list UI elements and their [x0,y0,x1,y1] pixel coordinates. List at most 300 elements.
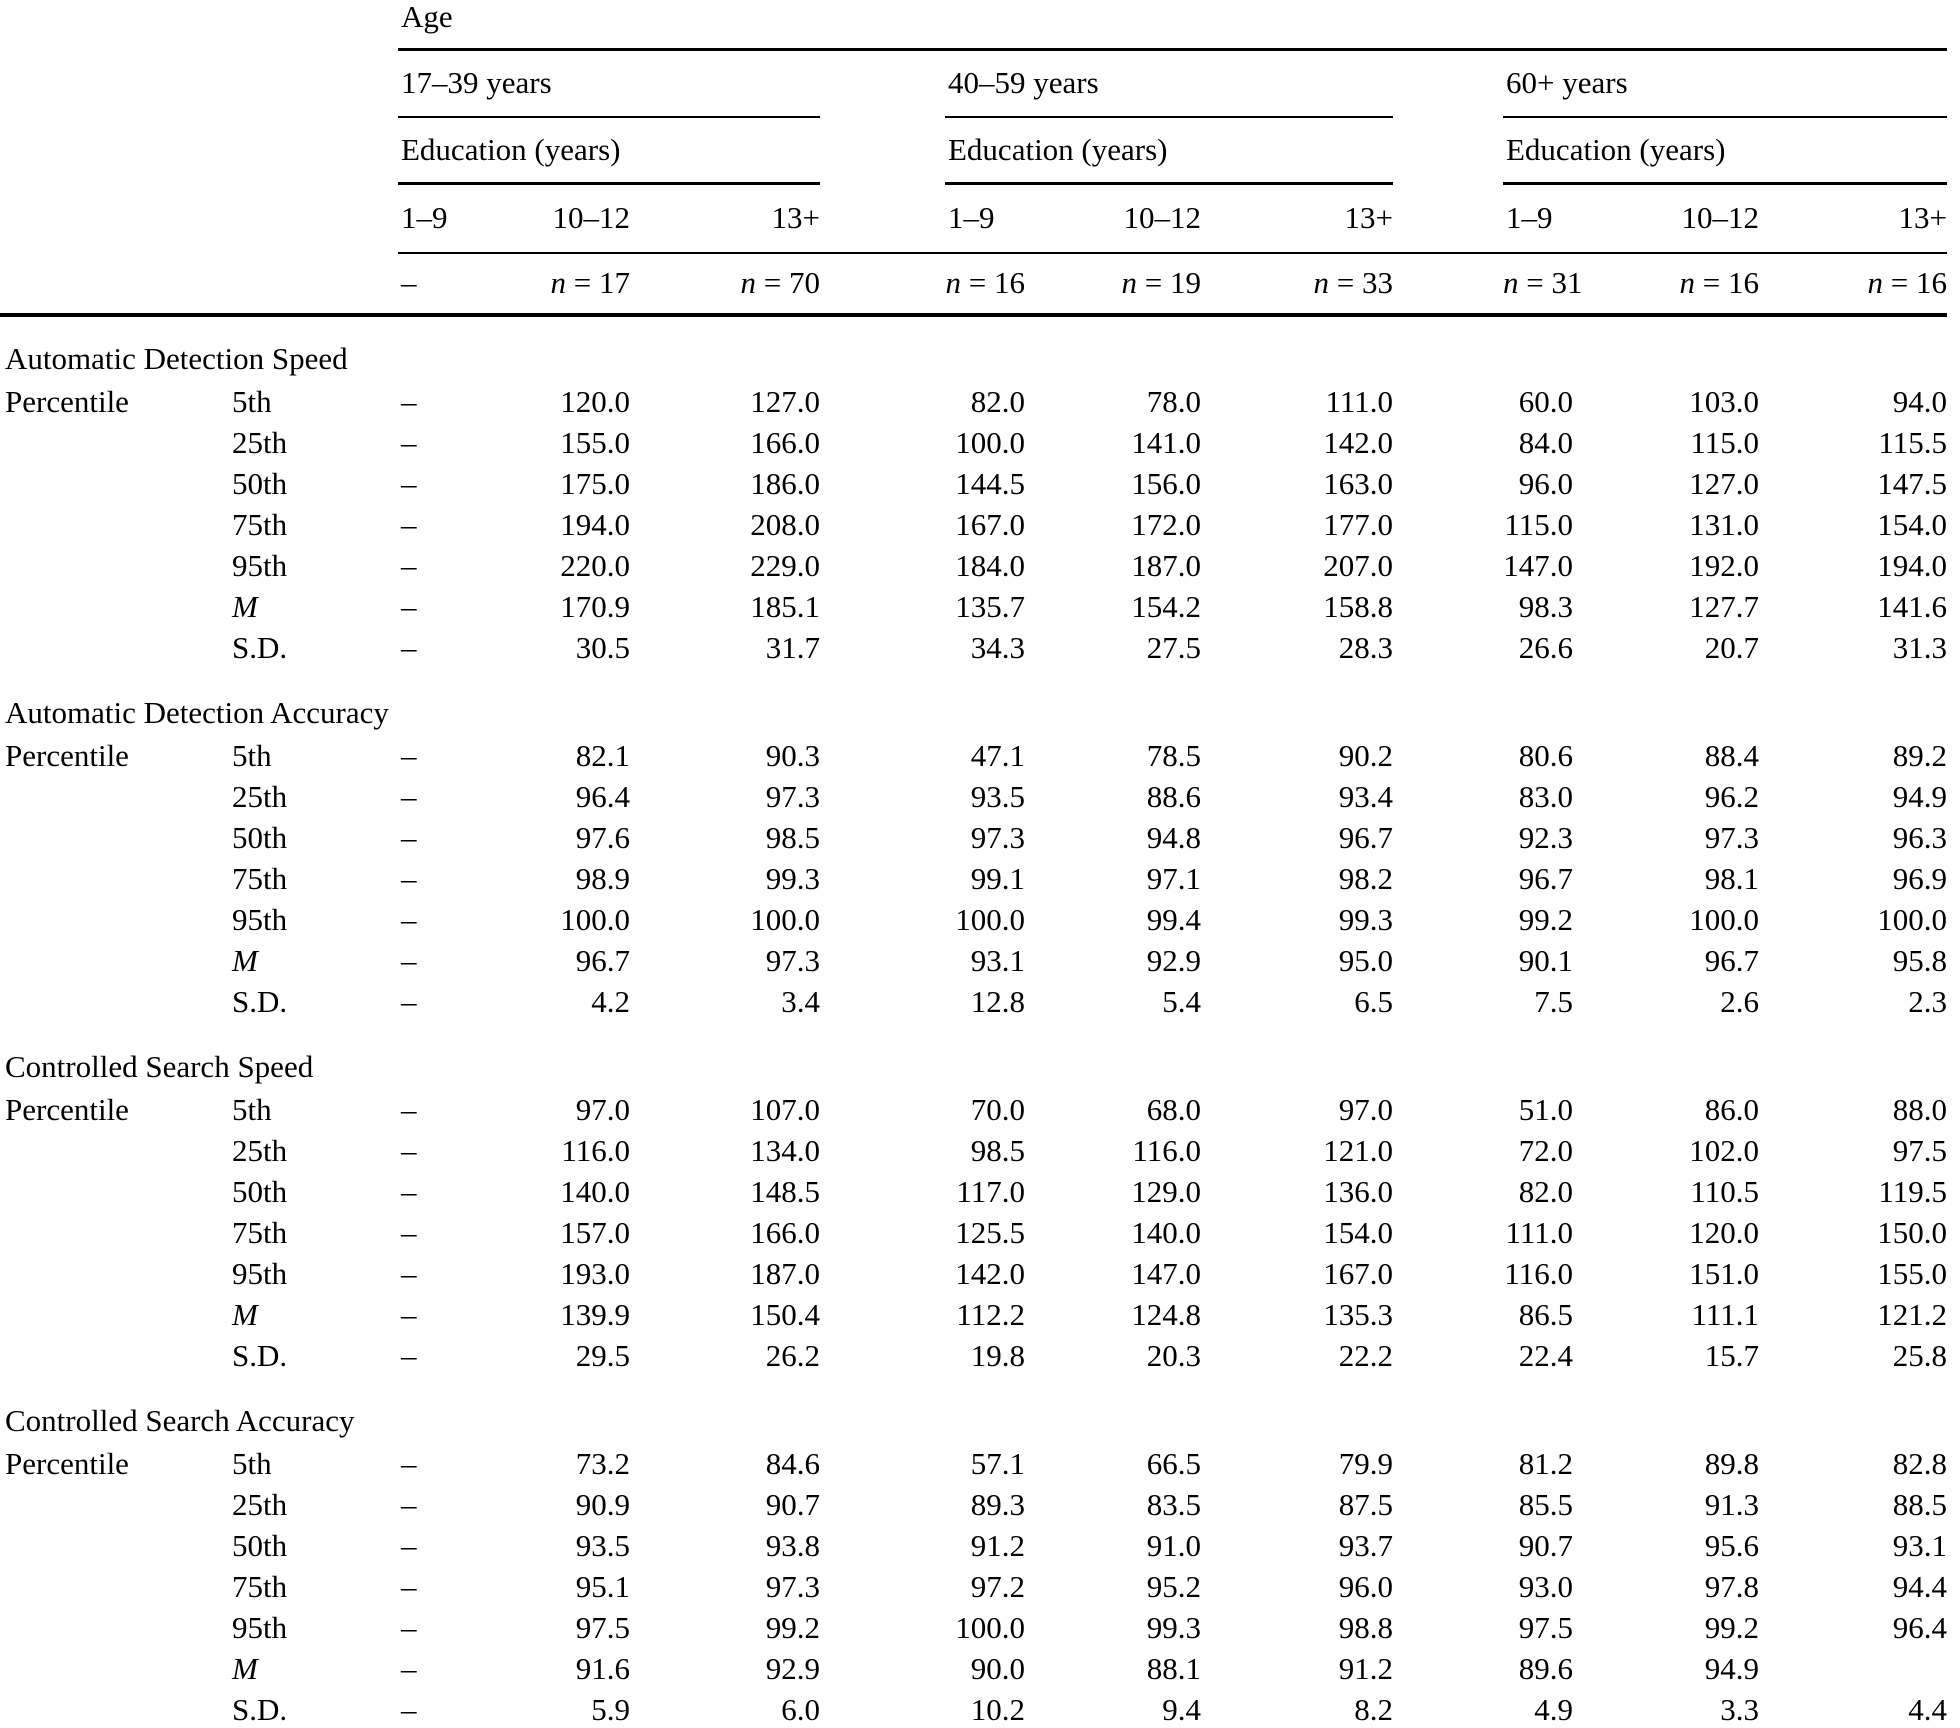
table-row [0,1485,1947,1526]
spacer [1393,982,1503,1023]
percentile-stub [0,505,232,546]
data-cell: 10.2 [970,1692,1025,1728]
spacer [820,628,945,669]
data-cell: 31.7 [765,630,820,666]
spacer [820,941,945,982]
data-cell: 100.0 [1689,902,1759,938]
spacer [1393,1649,1503,1690]
percentile-stub [0,1485,232,1526]
spacer [0,0,398,49]
table-row [0,1213,1947,1254]
data-cell: 88.4 [1704,738,1759,774]
percentile-stub [0,1526,232,1567]
percentile-stub [0,1131,232,1172]
data-cell: 82.1 [575,738,630,774]
data-cell: 82.0 [1518,1174,1573,1210]
data-cell: 97.1 [1146,861,1201,897]
col-header-13plus: 13+ [630,183,820,253]
data-cell: 127.7 [1689,589,1759,625]
data-cell: 47.1 [970,738,1025,774]
col-header-1-9: 1–9 [1503,183,1573,253]
row-label: 75th [232,1569,288,1605]
percentile-stub [0,1336,232,1377]
table-row [0,1131,1947,1172]
data-cell: 97.8 [1704,1569,1759,1605]
data-cell: 91.2 [1338,1651,1393,1687]
data-cell: 172.0 [1131,507,1201,543]
data-cell: 96.4 [575,779,630,815]
data-cell: 97.0 [1338,1092,1393,1128]
data-cell: 127.0 [1689,466,1759,502]
spacer [820,117,945,183]
col-header-1-9: 1–9 [398,183,540,253]
spacer [820,1295,945,1336]
spacer [1393,464,1503,505]
data-cell: – [401,943,417,979]
age-group-row [0,49,1947,117]
data-cell: 99.2 [1518,902,1573,938]
mean-symbol: M [232,589,258,625]
row-label: 50th [232,1174,288,1210]
data-cell: 26.2 [765,1338,820,1374]
table-row [0,1526,1947,1567]
data-cell: 139.9 [560,1297,630,1333]
table-row [0,1649,1947,1690]
data-cell: 136.0 [1323,1174,1393,1210]
table-row [0,900,1947,941]
data-cell: 5.4 [1162,984,1201,1020]
percentile-stub [0,818,232,859]
spacer [1393,587,1503,628]
spacer [1393,1690,1503,1728]
data-cell: 90.1 [1518,943,1573,979]
sample-size-value: n = 19 [1025,253,1201,315]
spacer [1393,505,1503,546]
spacer [820,1090,945,1131]
data-cell: 99.1 [970,861,1025,897]
spacer [1393,1131,1503,1172]
row-label: 50th [232,820,288,856]
data-cell: 100.0 [955,425,1025,461]
data-cell: 94.4 [1892,1569,1947,1605]
data-cell: – [401,1692,417,1728]
spacer [820,49,945,117]
data-cell: 100.0 [750,902,820,938]
data-cell: 4.2 [591,984,630,1020]
data-cell: 103.0 [1689,384,1759,420]
data-cell: 51.0 [1518,1092,1573,1128]
data-cell: 147.5 [1877,466,1947,502]
data-cell: 97.5 [1892,1133,1947,1169]
row-label: 50th [232,466,288,502]
data-cell: – [401,1651,417,1687]
data-cell: – [401,425,417,461]
percentile-stub [0,423,232,464]
percentile-stub [0,1254,232,1295]
row-label: S.D. [232,1692,288,1728]
data-cell: 127.0 [750,384,820,420]
table-row [0,1295,1947,1336]
spacer [820,1608,945,1649]
data-cell: 111.0 [1325,384,1393,420]
data-cell: 81.2 [1518,1446,1573,1482]
education-header-row [0,117,1947,183]
percentile-stub [0,546,232,587]
data-cell: 94.9 [1704,1651,1759,1687]
data-cell: 98.9 [575,861,630,897]
data-cell: 82.8 [1892,1446,1947,1482]
table-row [0,1090,1947,1131]
spacer [820,546,945,587]
data-cell: 22.2 [1338,1338,1393,1374]
data-cell: 131.0 [1689,507,1759,543]
data-cell: 111.0 [1505,1215,1573,1251]
data-cell: 144.5 [955,466,1025,502]
spacer [1393,1485,1503,1526]
n-symbol: n [740,265,757,301]
sample-size-row [0,253,1947,315]
data-cell: – [401,779,417,815]
percentile-stub [0,777,232,818]
data-cell: 99.3 [1146,1610,1201,1646]
data-cell: 170.9 [560,589,630,625]
percentile-stub [0,1608,232,1649]
table-row [0,859,1947,900]
data-cell: 93.1 [970,943,1025,979]
percentile-stub [0,941,232,982]
data-cell: 229.0 [750,548,820,584]
row-label [232,1649,398,1690]
data-cell: 98.8 [1338,1610,1393,1646]
section-title: Automatic Detection Accuracy [5,694,389,730]
data-cell: 93.4 [1338,779,1393,815]
data-cell: 100.0 [1877,902,1947,938]
data-cell: 167.0 [955,507,1025,543]
data-cell: 141.0 [1131,425,1201,461]
section-title: Automatic Detection Speed [5,340,348,376]
spacer [1393,183,1503,253]
row-label: 95th [232,1610,288,1646]
data-cell: 95.6 [1704,1528,1759,1564]
data-cell: 115.0 [1690,425,1759,461]
data-cell: 27.5 [1146,630,1201,666]
data-cell: 142.0 [1323,425,1393,461]
table-row [0,1690,1947,1728]
data-cell: 100.0 [955,902,1025,938]
sample-size-value: n = 16 [1573,253,1759,315]
age-group-17-39: 17–39 years [398,49,820,117]
data-cell: – [401,589,417,625]
data-cell: 97.2 [970,1569,1025,1605]
data-cell: 90.0 [970,1651,1025,1687]
data-cell: 99.2 [765,1610,820,1646]
data-cell: 96.9 [1892,861,1947,897]
data-cell: – [401,1215,417,1251]
data-cell: 29.5 [575,1338,630,1374]
data-cell: 187.0 [1131,548,1201,584]
data-cell: 91.3 [1704,1487,1759,1523]
spacer [820,253,945,315]
data-cell: 88.1 [1146,1651,1201,1687]
spacer [820,900,945,941]
sample-size-value: n = 33 [1201,253,1393,315]
spacer [820,777,945,818]
data-cell: 80.6 [1518,738,1573,774]
data-cell: 98.5 [765,820,820,856]
data-cell: 96.4 [1892,1610,1947,1646]
data-cell: 135.3 [1323,1297,1393,1333]
data-cell: 96.7 [1338,820,1393,856]
data-cell: 92.9 [1146,943,1201,979]
data-cell: 134.0 [750,1133,820,1169]
data-cell: 125.5 [955,1215,1025,1251]
data-cell: 184.0 [955,548,1025,584]
data-cell: 166.0 [750,425,820,461]
data-cell: 98.2 [1338,861,1393,897]
data-cell: 78.0 [1146,384,1201,420]
spacer [1393,818,1503,859]
data-cell: 140.0 [560,1174,630,1210]
data-cell: 93.5 [575,1528,630,1564]
data-cell: 79.9 [1338,1446,1393,1482]
data-cell: 57.1 [970,1446,1025,1482]
table-row [0,1336,1947,1377]
data-cell: 187.0 [750,1256,820,1292]
percentile-stub: Percentile [5,1092,129,1128]
data-cell: 99.4 [1146,902,1201,938]
data-cell: 66.5 [1146,1446,1201,1482]
percentile-stub [0,1295,232,1336]
data-cell: 78.5 [1146,738,1201,774]
data-cell: – [401,1133,417,1169]
data-cell: – [401,1610,417,1646]
spacer [820,1444,945,1485]
data-cell: 166.0 [750,1215,820,1251]
spacer [1393,736,1503,777]
data-cell: 193.0 [560,1256,630,1292]
data-cell: 90.3 [765,738,820,774]
spacer [0,49,398,117]
row-label: 25th [232,1133,288,1169]
data-cell: 129.0 [1131,1174,1201,1210]
spacer [0,183,398,253]
data-cell: 177.0 [1323,507,1393,543]
data-cell: 158.8 [1323,589,1393,625]
spacer [1393,1172,1503,1213]
spacer [820,183,945,253]
spacer [1393,1567,1503,1608]
data-cell: 192.0 [1689,548,1759,584]
spacer [1393,1444,1503,1485]
table-row [0,423,1947,464]
data-cell: 91.2 [970,1528,1025,1564]
education-header-3: Education (years) [1503,117,1947,183]
data-cell: – [401,1297,417,1333]
data-cell: 100.0 [955,1610,1025,1646]
percentile-stub: Percentile [5,1446,129,1482]
row-label: 95th [232,548,288,584]
table-row [0,1608,1947,1649]
data-cell: 86.5 [1518,1297,1573,1333]
data-cell: 151.0 [1689,1256,1759,1292]
data-cell: – [401,902,417,938]
data-cell: 96.7 [1704,943,1759,979]
spacer [0,117,398,183]
age-group-60plus: 60+ years [1503,49,1947,117]
section-title: Controlled Search Accuracy [5,1402,355,1438]
data-cell: – [401,1338,417,1374]
percentile-stub [0,464,232,505]
data-cell: 96.0 [1338,1569,1393,1605]
data-cell: 111.1 [1691,1297,1759,1333]
data-cell: – [401,384,417,420]
sample-size-value: n = 70 [630,253,820,315]
data-cell: 91.6 [575,1651,630,1687]
spacer [1393,1608,1503,1649]
table-row [0,1567,1947,1608]
data-cell: 6.0 [781,1692,820,1728]
data-cell: 99.3 [1338,902,1393,938]
data-cell: – [401,1174,417,1210]
data-cell: 3.3 [1720,1692,1759,1728]
data-cell: 124.8 [1131,1297,1201,1333]
data-cell: 102.0 [1689,1133,1759,1169]
spacer [820,736,945,777]
data-cell: 83.0 [1518,779,1573,815]
data-cell: 163.0 [1323,466,1393,502]
data-cell: 97.5 [575,1610,630,1646]
data-cell: – [401,1569,417,1605]
data-cell: 97.3 [1704,820,1759,856]
data-cell: 142.0 [955,1256,1025,1292]
table-row [0,1172,1947,1213]
spacer [820,1131,945,1172]
data-cell: 194.0 [560,507,630,543]
data-cell [1759,1649,1947,1690]
section-title-row [0,315,1947,382]
data-cell: 150.0 [1877,1215,1947,1251]
age-header: Age [398,0,1947,49]
data-cell: 116.0 [1504,1256,1573,1292]
percentile-stub [0,1690,232,1728]
data-cell: 115.5 [1878,425,1947,461]
data-cell: 86.0 [1704,1092,1759,1128]
spacer [1393,900,1503,941]
data-cell: 97.3 [765,779,820,815]
percentile-stub [0,628,232,669]
data-cell: 95.2 [1146,1569,1201,1605]
data-cell: 89.3 [970,1487,1025,1523]
data-cell: 167.0 [1323,1256,1393,1292]
spacer [1393,49,1503,117]
data-cell: 194.0 [1877,548,1947,584]
data-cell: 7.5 [1534,984,1573,1020]
data-cell: 93.1 [1892,1528,1947,1564]
spacer [820,382,945,423]
spacer [1393,941,1503,982]
sample-size-value: – [398,253,540,315]
data-cell: 12.8 [970,984,1025,1020]
n-symbol: n [1313,265,1330,301]
data-cell: – [401,984,417,1020]
data-cell: 88.0 [1892,1092,1947,1128]
age-header-row [0,0,1947,49]
row-label: 25th [232,425,288,461]
data-cell: 185.1 [750,589,820,625]
spacer [820,1567,945,1608]
data-cell: 84.6 [765,1446,820,1482]
data-cell: – [401,1528,417,1564]
data-cell: 207.0 [1323,548,1393,584]
row-label: S.D. [232,1338,288,1374]
data-cell: 70.0 [970,1092,1025,1128]
row-label: 5th [232,1446,272,1482]
data-cell: – [401,1256,417,1292]
data-cell: 95.8 [1892,943,1947,979]
sample-size-value: n = 31 [1503,253,1573,315]
data-cell: 99.2 [1704,1610,1759,1646]
data-cell: 220.0 [560,548,630,584]
data-cell: 90.7 [1518,1528,1573,1564]
data-cell: 4.9 [1534,1692,1573,1728]
row-label: 5th [232,1092,272,1128]
spacer [1393,777,1503,818]
col-header-13plus: 13+ [1759,183,1947,253]
data-cell: – [401,466,417,502]
data-cell: 98.5 [970,1133,1025,1169]
data-cell: 120.0 [560,384,630,420]
data-cell: 90.2 [1338,738,1393,774]
mean-symbol: M [232,1297,258,1333]
spacer [820,1690,945,1728]
row-label: 5th [232,738,272,774]
row-label: 75th [232,507,288,543]
data-cell: 83.5 [1146,1487,1201,1523]
row-label: 25th [232,779,288,815]
spacer [1393,628,1503,669]
data-cell: 93.7 [1338,1528,1393,1564]
table-row [0,382,1947,423]
data-cell: 120.0 [1689,1215,1759,1251]
data-cell: 5.9 [591,1692,630,1728]
data-cell: 26.6 [1518,630,1573,666]
spacer [820,1254,945,1295]
spacer [1393,253,1503,315]
data-cell: 88.5 [1892,1487,1947,1523]
spacer [1393,382,1503,423]
col-header-10-12: 10–12 [1025,183,1201,253]
data-cell: 97.3 [970,820,1025,856]
data-cell: 100.0 [560,902,630,938]
table-row [0,736,1947,777]
sample-size-value: n = 16 [1759,253,1947,315]
percentile-stub [0,1172,232,1213]
n-symbol: n [1121,265,1138,301]
data-cell: 72.0 [1518,1133,1573,1169]
percentile-stub [0,1567,232,1608]
percentile-stub: Percentile [5,738,129,774]
data-cell: 89.2 [1892,738,1947,774]
percentile-stub: Percentile [5,384,129,420]
data-cell: 95.1 [575,1569,630,1605]
spacer [820,1526,945,1567]
table-row [0,1444,1947,1485]
data-cell: 34.3 [970,630,1025,666]
data-cell: 25.8 [1892,1338,1947,1374]
data-cell: 157.0 [560,1215,630,1251]
data-cell: 155.0 [560,425,630,461]
spacer [1393,1090,1503,1131]
